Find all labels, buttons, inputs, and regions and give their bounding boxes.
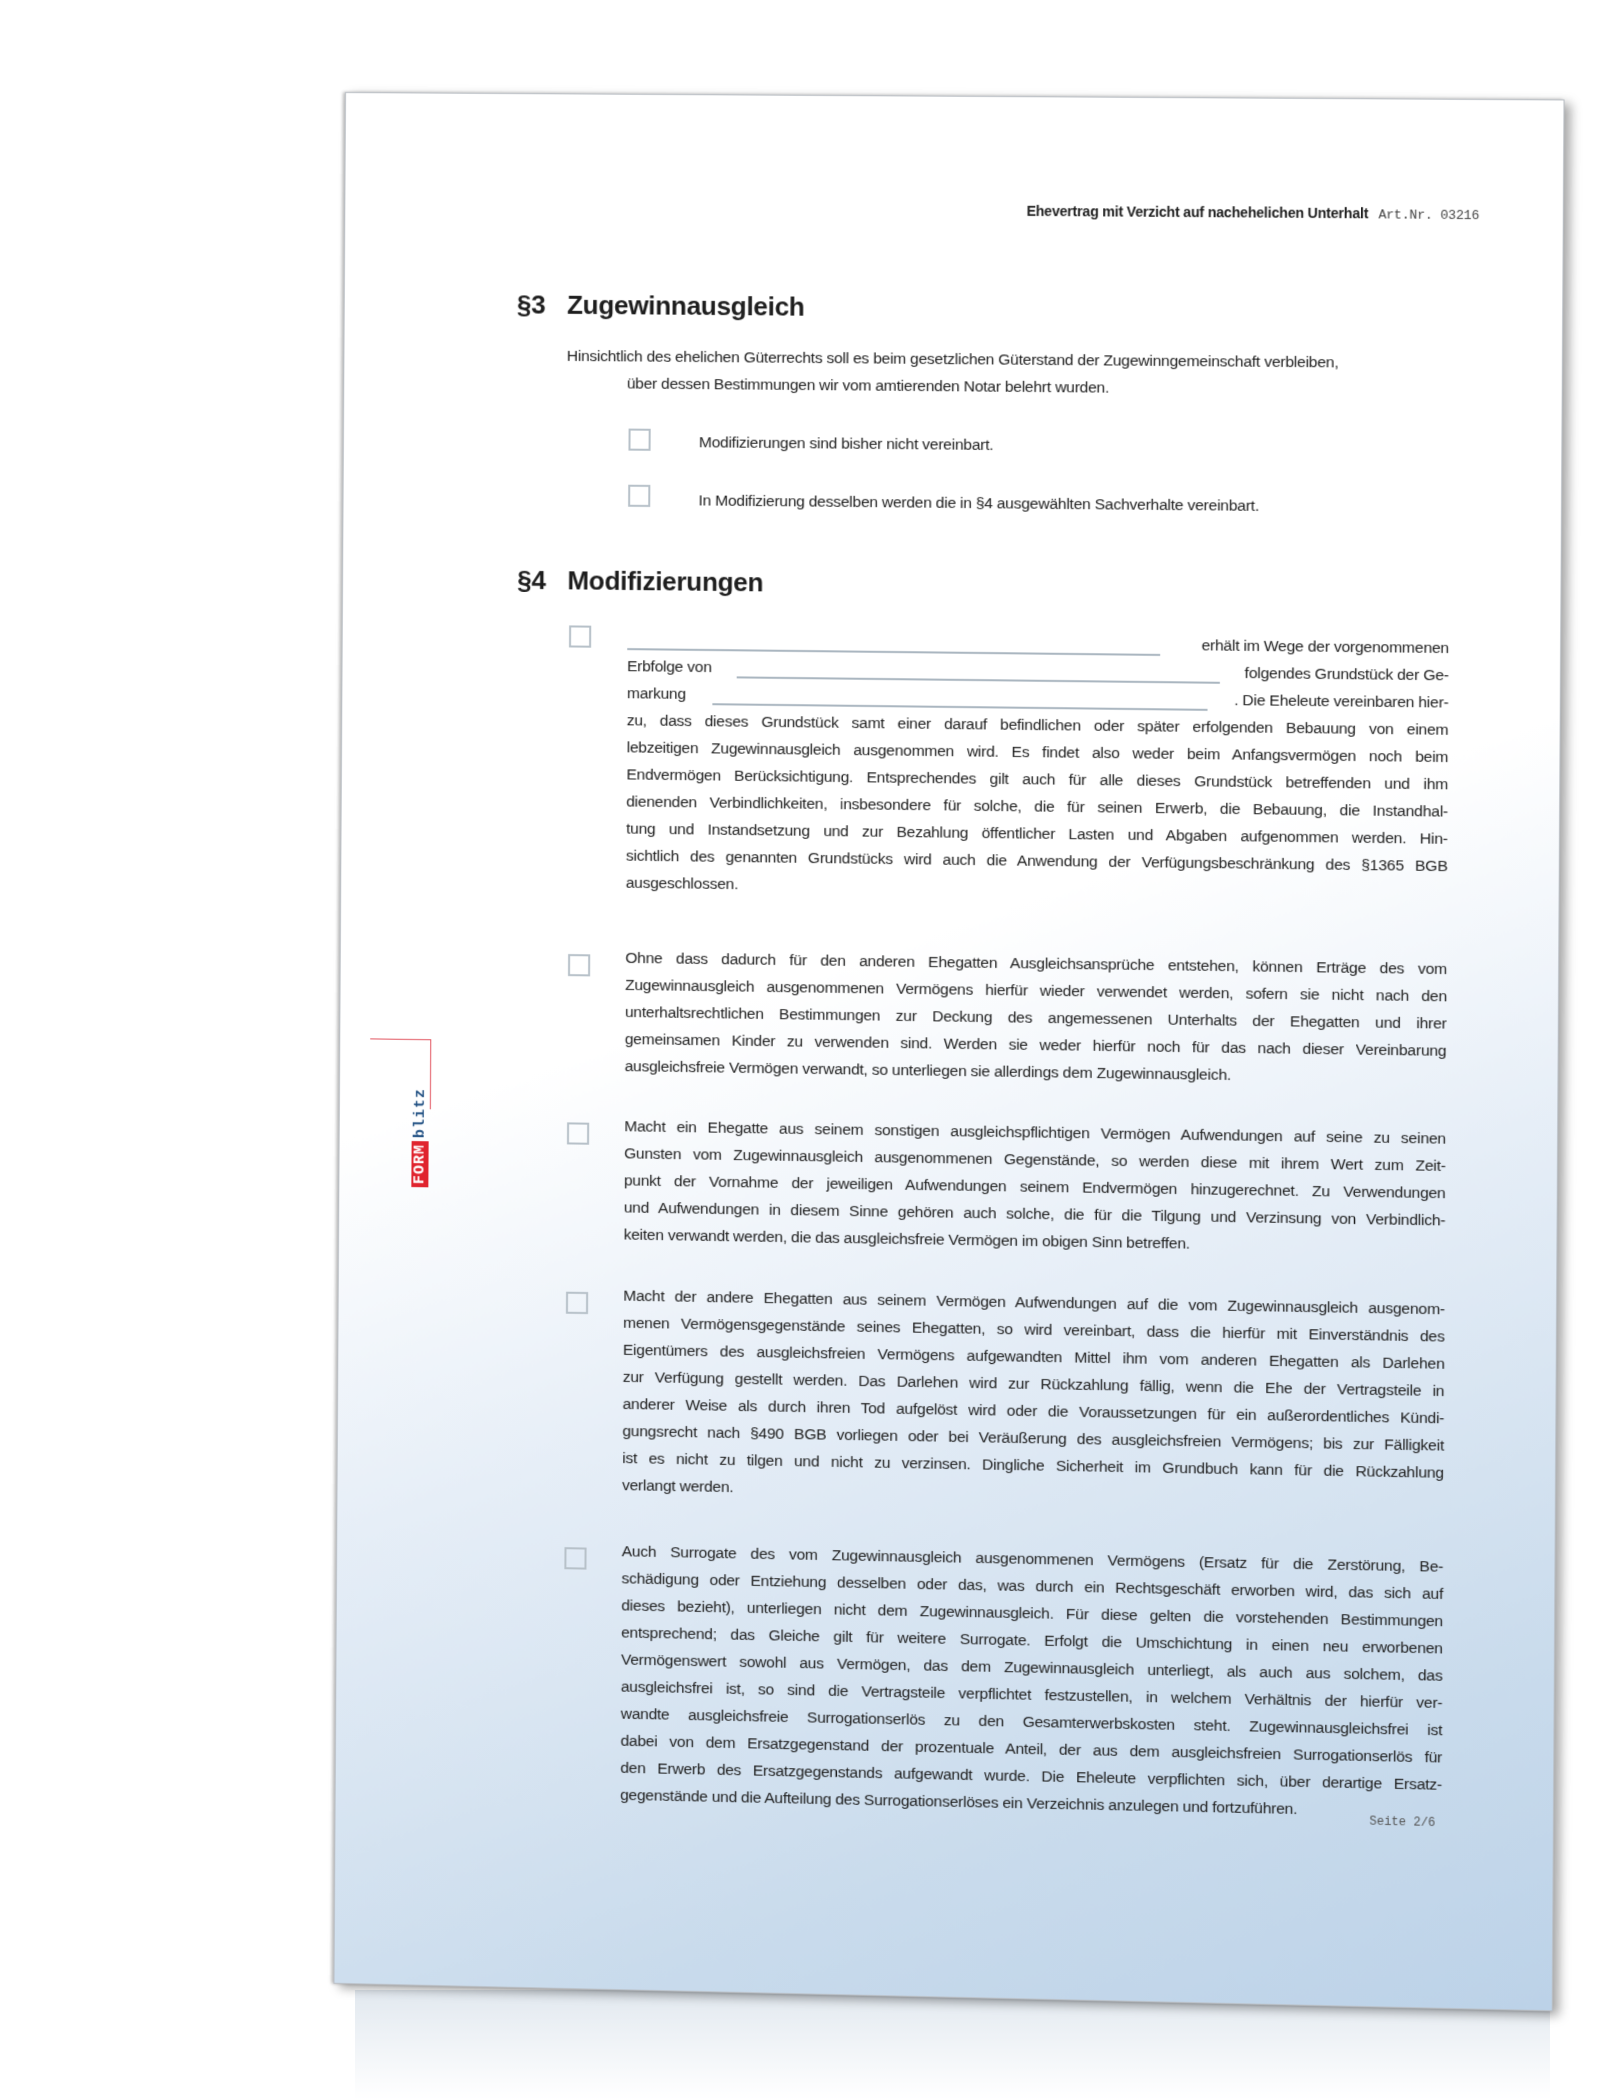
text-line: dieses bezieht), unterliegen nicht dem Zugewinnausgleich. Für diese gelten die vorstehenden Bestimmungen bbox=[621, 1597, 1444, 1631]
text-line: lebzeitigen Zugewinnausgleich ausgenommen wird. Es findet also weder beim Anfangsvermögen noch beim bbox=[626, 739, 1449, 767]
text-line: gegenstände und die Aufteilung des Surrogationserlöses ein Verzeichnis anzulegen und fortzuführen. bbox=[620, 1786, 1298, 1819]
option-label: In Modifizierung desselben werden die in §4 ausgewählten Sachverhalte vereinbart. bbox=[698, 492, 1260, 515]
text-line: Ohne dass dadurch für den anderen Ehegatten Ausgleichsansprüche entstehen, können Erträge des vom bbox=[625, 949, 1448, 979]
blank-field-name[interactable] bbox=[627, 630, 1160, 656]
text-line: ausgleichsfrei ist, so sind die Vertragsteile verpflichtet festzustellen, in welchem Verhältnis der hierfür ver- bbox=[620, 1678, 1443, 1713]
text-line: ist es nicht zu tilgen und nicht zu verzinsen. Dingliche Sicherheit im Grundbuch kann für die Rückzahlung bbox=[622, 1449, 1444, 1482]
text-line: sichtlich des genannten Grundstücks wird auch die Anwendung der Verfügungsbeschränkung des §1365 BGB bbox=[625, 847, 1448, 876]
document-header bbox=[1026, 203, 1479, 223]
text-line: und Aufwendungen in diesem Sinne gehören auch solche, die für die Tilgung und Verzinsung von Verbindlich- bbox=[623, 1199, 1446, 1230]
text-line: wandte ausgleichsfreie Surrogationserlös zu den Gesamterwerbskosten steht. Zugewinnausgleichsfrei ist bbox=[620, 1705, 1443, 1740]
text-line: punkt der Vornahme der jeweiligen Aufwendungen seinem Endvermögen hinzugerechnet. Zu Verwendungen bbox=[623, 1172, 1446, 1203]
document-page bbox=[333, 92, 1564, 2011]
text-line: schädigung oder Entziehung desselben oder das, was durch ein Rechtsgeschäft erworben wird, das sich auf bbox=[621, 1570, 1444, 1604]
item-1-text: erhält im Wege der vorgenommenen Erbfolge von folgendes Grundstück der Ge- markung . Die Eheleute vereinbaren hier- zu, dass dieses Grundstück samt einer darauf befindlichen oder später erfolgenden Bebauung von einem lebzeitigen Zugewinnausgleich ausgenommen wird. Es findet also weder beim Anfangsvermögen noch beim Endvermögen Berücksichtigung. Entsprechendes gilt auch für alle dieses Grundstück betreffenden und ihm dienenden Verbindlichkeiten, insbesondere für solche, die für seinen Erwerb, die Bebauung, die Instandhal- tung und Instandsetzung und zur Bezahlung öffentlicher Lasten und Abgaben aufgenommen werden. Hin- sichtlich des genannten Grundstücks wird auch die Anwendung der Verfügungsbeschränkung des §1365 BGB ausgeschlossen. bbox=[626, 626, 1449, 907]
option-checkbox-no-modifications[interactable] bbox=[628, 429, 650, 451]
text-line: Gunsten vom Zugewinnausgleich ausgenommenen Gegenstände, so werden diese mit ihrem Wert zum Zeit- bbox=[624, 1145, 1446, 1175]
text-line: gungsrecht nach §490 BGB vorliegen oder bei Veräußerung des ausgleichsfreien Vermögens; bis zur Fälligkeit bbox=[622, 1422, 1445, 1455]
item-checkbox[interactable] bbox=[569, 625, 591, 647]
item-checkbox[interactable] bbox=[564, 1547, 586, 1569]
text-line: keiten verwandt werden, die das ausgleichsfreie Vermögen im obigen Sinn betreffen. bbox=[623, 1226, 1190, 1253]
blank-field-gemarkung[interactable] bbox=[712, 685, 1207, 711]
item-5-text bbox=[620, 1538, 1443, 1826]
text-line: Zugewinnausgleich ausgenommenen Vermögens hierfür wieder verwendet werden, sofern sie nicht nach den bbox=[625, 976, 1447, 1006]
item-checkbox[interactable] bbox=[566, 1292, 588, 1314]
item-checkbox[interactable] bbox=[568, 954, 590, 976]
option-label: Modifizierungen sind bisher nicht vereinbart. bbox=[698, 434, 994, 454]
text-line: unterhaltsrechtlichen Bestimmungen zur Deckung des angemessenen Unterhalts der Ehegatten und ihrer bbox=[624, 1003, 1447, 1033]
text-line: gemeinsamen Kinder zu verwenden sind. Werden sie weder hierfür noch für das nach dieser Vereinbarung bbox=[624, 1031, 1447, 1060]
text-line: Macht ein Ehegatte aus seinem sonstigen ausgleichspflichtigen Vermögen Aufwendungen auf seine zu seinen bbox=[624, 1118, 1446, 1148]
text-line: ausgleichsfreie Vermögen verwandt, so unterliegen sie allerdings dem Zugewinnausgleich. bbox=[624, 1058, 1232, 1085]
item-2-text bbox=[625, 945, 1447, 1092]
item-4-text bbox=[622, 1283, 1445, 1515]
section-3-intro: Hinsichtlich des ehelichen Güterrechts soll es beim gesetzlichen Güterstand der Zugewinngemeinschaft verbleiben, über dessen Bestimmungen wir vom amtierenden Notar belehrt wurden. bbox=[566, 347, 1339, 397]
option-checkbox-modifications[interactable] bbox=[628, 485, 650, 507]
text-line: dabei von dem Ersatzgegenstand der prozentuale Anteil, der aus dem ausgleichsfreien Surrogationserlös für bbox=[620, 1732, 1443, 1767]
text-line: Auch Surrogate des vom Zugewinnausgleich ausgenommenen Vermögens (Ersatz für die Zerstörung, Be- bbox=[621, 1543, 1444, 1576]
text-line: Macht der andere Ehegatten aus seinem Vermögen Aufwendungen auf die vom Zugewinnausgleich ausgenom- bbox=[623, 1287, 1445, 1319]
text-line: zur Verfügung gestellt werden. Das Darlehen wird zur Rückzahlung fällig, wenn die Ehe der Vertragsteile in bbox=[622, 1368, 1445, 1401]
text-line: verlangt werden. bbox=[622, 1477, 734, 1497]
document-title: Ehevertrag mit Verzicht auf nachehelichen Unterhalt bbox=[1026, 202, 1369, 222]
section-4-heading: §4 Modifizierungen bbox=[517, 564, 764, 598]
text-line: ausgeschlossen. bbox=[625, 874, 739, 894]
text-line: dienenden Verbindlichkeiten, insbesondere für solche, die für seinen Erwerb, die Bebauung, die Instandhal- bbox=[626, 793, 1448, 821]
text-line: anderer Weise als durch ihren Tod aufgelöst wird oder die Voraussetzungen für ein außerordentliches Kündi- bbox=[622, 1395, 1445, 1428]
blank-field-erbfolge[interactable] bbox=[736, 658, 1219, 683]
article-number: Art.Nr. 03216 bbox=[1378, 207, 1480, 224]
text-line: Vermögenswert sowohl aus Vermögen, das dem Zugewinnausgleich unterliegt, als auch aus solchem, das bbox=[621, 1651, 1443, 1685]
page-number: Seite 2/6 bbox=[1369, 1814, 1436, 1831]
section-3-heading: §3 Zugewinnausgleich bbox=[516, 289, 805, 322]
text-line: den Erwerb des Ersatzgegenstands aufgewandt wurde. Die Eheleute verpflichten sich, über derartige Ersatz- bbox=[620, 1759, 1442, 1794]
text-line: zu, dass dieses Grundstück samt einer darauf befindlichen oder später erfolgenden Bebauung von einem bbox=[626, 712, 1449, 739]
formblitz-logo: FORMblitz bbox=[409, 1039, 432, 1187]
item-3-text bbox=[624, 1113, 1446, 1262]
text-line: menen Vermögensgegenstände seines Ehegatten, so wird vereinbart, dass die hierfür mit Einverständnis des bbox=[623, 1314, 1445, 1346]
text-line: entsprechend; das Gleiche gilt für weitere Surrogate. Erfolgt die Umschichtung in einen neu erworbenen bbox=[621, 1624, 1443, 1658]
item-checkbox[interactable] bbox=[567, 1122, 589, 1144]
text-line: Endvermögen Berücksichtigung. Entsprechendes gilt auch für alle dieses Grundstück betreffenden und ihm bbox=[626, 766, 1449, 794]
text-line: Eigentümers des ausgleichsfreien Vermögens aufgewandten Mittel ihm vom anderen Ehegatten als Darlehen bbox=[622, 1341, 1445, 1373]
text-line: tung und Instandsetzung und zur Bezahlung öffentlicher Lasten und Abgaben aufgenommen werden. Hin- bbox=[626, 820, 1448, 848]
